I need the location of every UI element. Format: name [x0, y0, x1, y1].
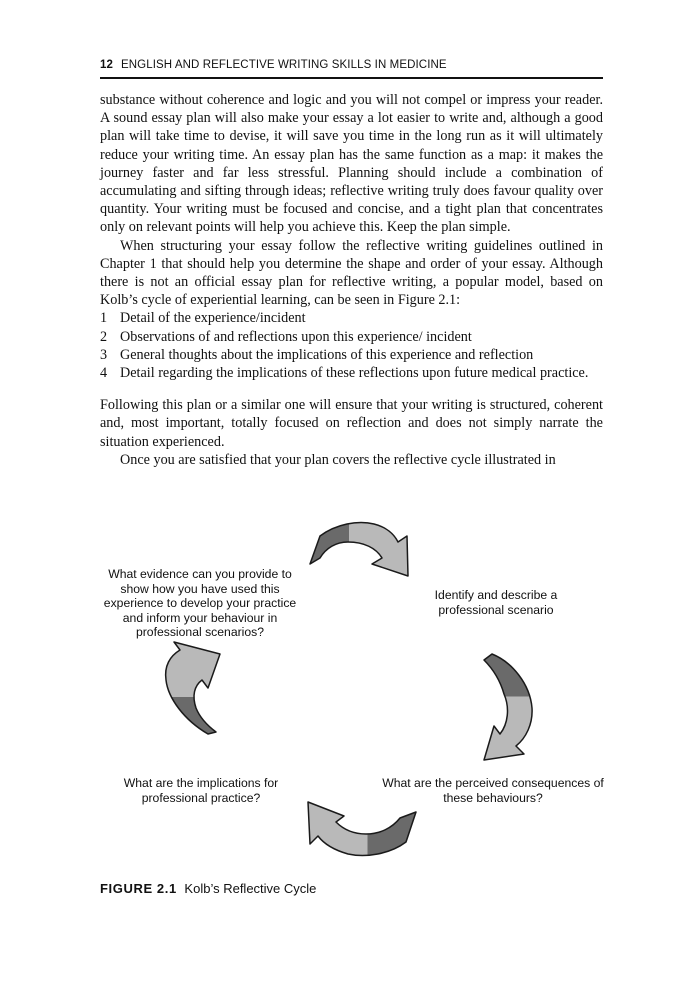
- figure-caption: [100, 881, 316, 896]
- list-item: [100, 346, 603, 364]
- label-consequences: What are the perceived consequences of these behaviours?: [382, 776, 604, 805]
- body-text: [100, 91, 603, 469]
- list-number: 1: [100, 310, 108, 327]
- kolb-cycle-diagram: [96, 512, 616, 872]
- list-number: 3: [100, 346, 108, 363]
- paragraph-2: When structuring your essay follow the reflective writing guidelines outlined in Chapter 1 that should help you determine the shape and order of your essay. Although there is not an official essay plan for reflective writing, a popular model, based on Kolb’s cycle of experiential learning, can be seen in Figure 2.1:: [100, 237, 603, 309]
- label-evidence: What evidence can you provide to show how you have used this experience to develop your practice and inform your behaviour in professional scenarios?: [103, 567, 297, 639]
- plan-list: [100, 309, 603, 382]
- list-number: 4: [100, 365, 108, 382]
- cycle-arrows: [96, 512, 616, 872]
- page-number: 12: [100, 59, 113, 71]
- arrow-right: [484, 654, 532, 760]
- arrow-top: [310, 523, 408, 577]
- list-number: 2: [100, 328, 108, 345]
- arrow-bottom: [308, 802, 416, 856]
- label-implications: What are the implications for professional practice?: [123, 776, 279, 805]
- paragraph-4: Once you are satisfied that your plan covers the reflective cycle illustrated in: [120, 451, 556, 468]
- figure-title: Kolb’s Reflective Cycle: [184, 881, 317, 896]
- paragraph-3: Following this plan or a similar one will ensure that your writing is structured, coherent and, most important, totally focused on reflection and does not simply narrate the situation experienced.: [100, 397, 603, 450]
- arrow-left: [166, 642, 220, 734]
- list-item: [100, 364, 603, 382]
- list-item: [100, 328, 603, 346]
- label-identify: Identify and describe a professional scenario: [434, 588, 558, 617]
- figure-number: FIGURE 2.1: [100, 881, 177, 896]
- list-text: General thoughts about the implications of this experience and reflection: [120, 346, 534, 363]
- running-header: [100, 59, 603, 79]
- list-item: [100, 309, 603, 327]
- running-title: ENGLISH AND REFLECTIVE WRITING SKILLS IN MEDICINE: [121, 59, 447, 71]
- list-text: Detail of the experience/incident: [120, 310, 306, 327]
- list-text: Detail regarding the implications of these reflections upon future medical practice.: [120, 365, 589, 382]
- paragraph-1: substance without coherence and logic and you will not compel or impress your reader. A sound essay plan will also make your essay a lot easier to write and, although a good plan will take time to devise, it will save you time in the long run as it will ultimately reduce your writing time. An essay plan has the same function as a map: it makes the journey faster and far less stressful. Planning should include a combination of accumulating and sifting through ideas; reflective writing truly does favour quality over quantity. Your writing must be focused and concise, and a tight plan that concentrates only on relevant points will help you achieve this. Keep the plan simple.: [100, 92, 603, 236]
- list-text: Observations of and reflections upon this experience/ incident: [120, 328, 472, 345]
